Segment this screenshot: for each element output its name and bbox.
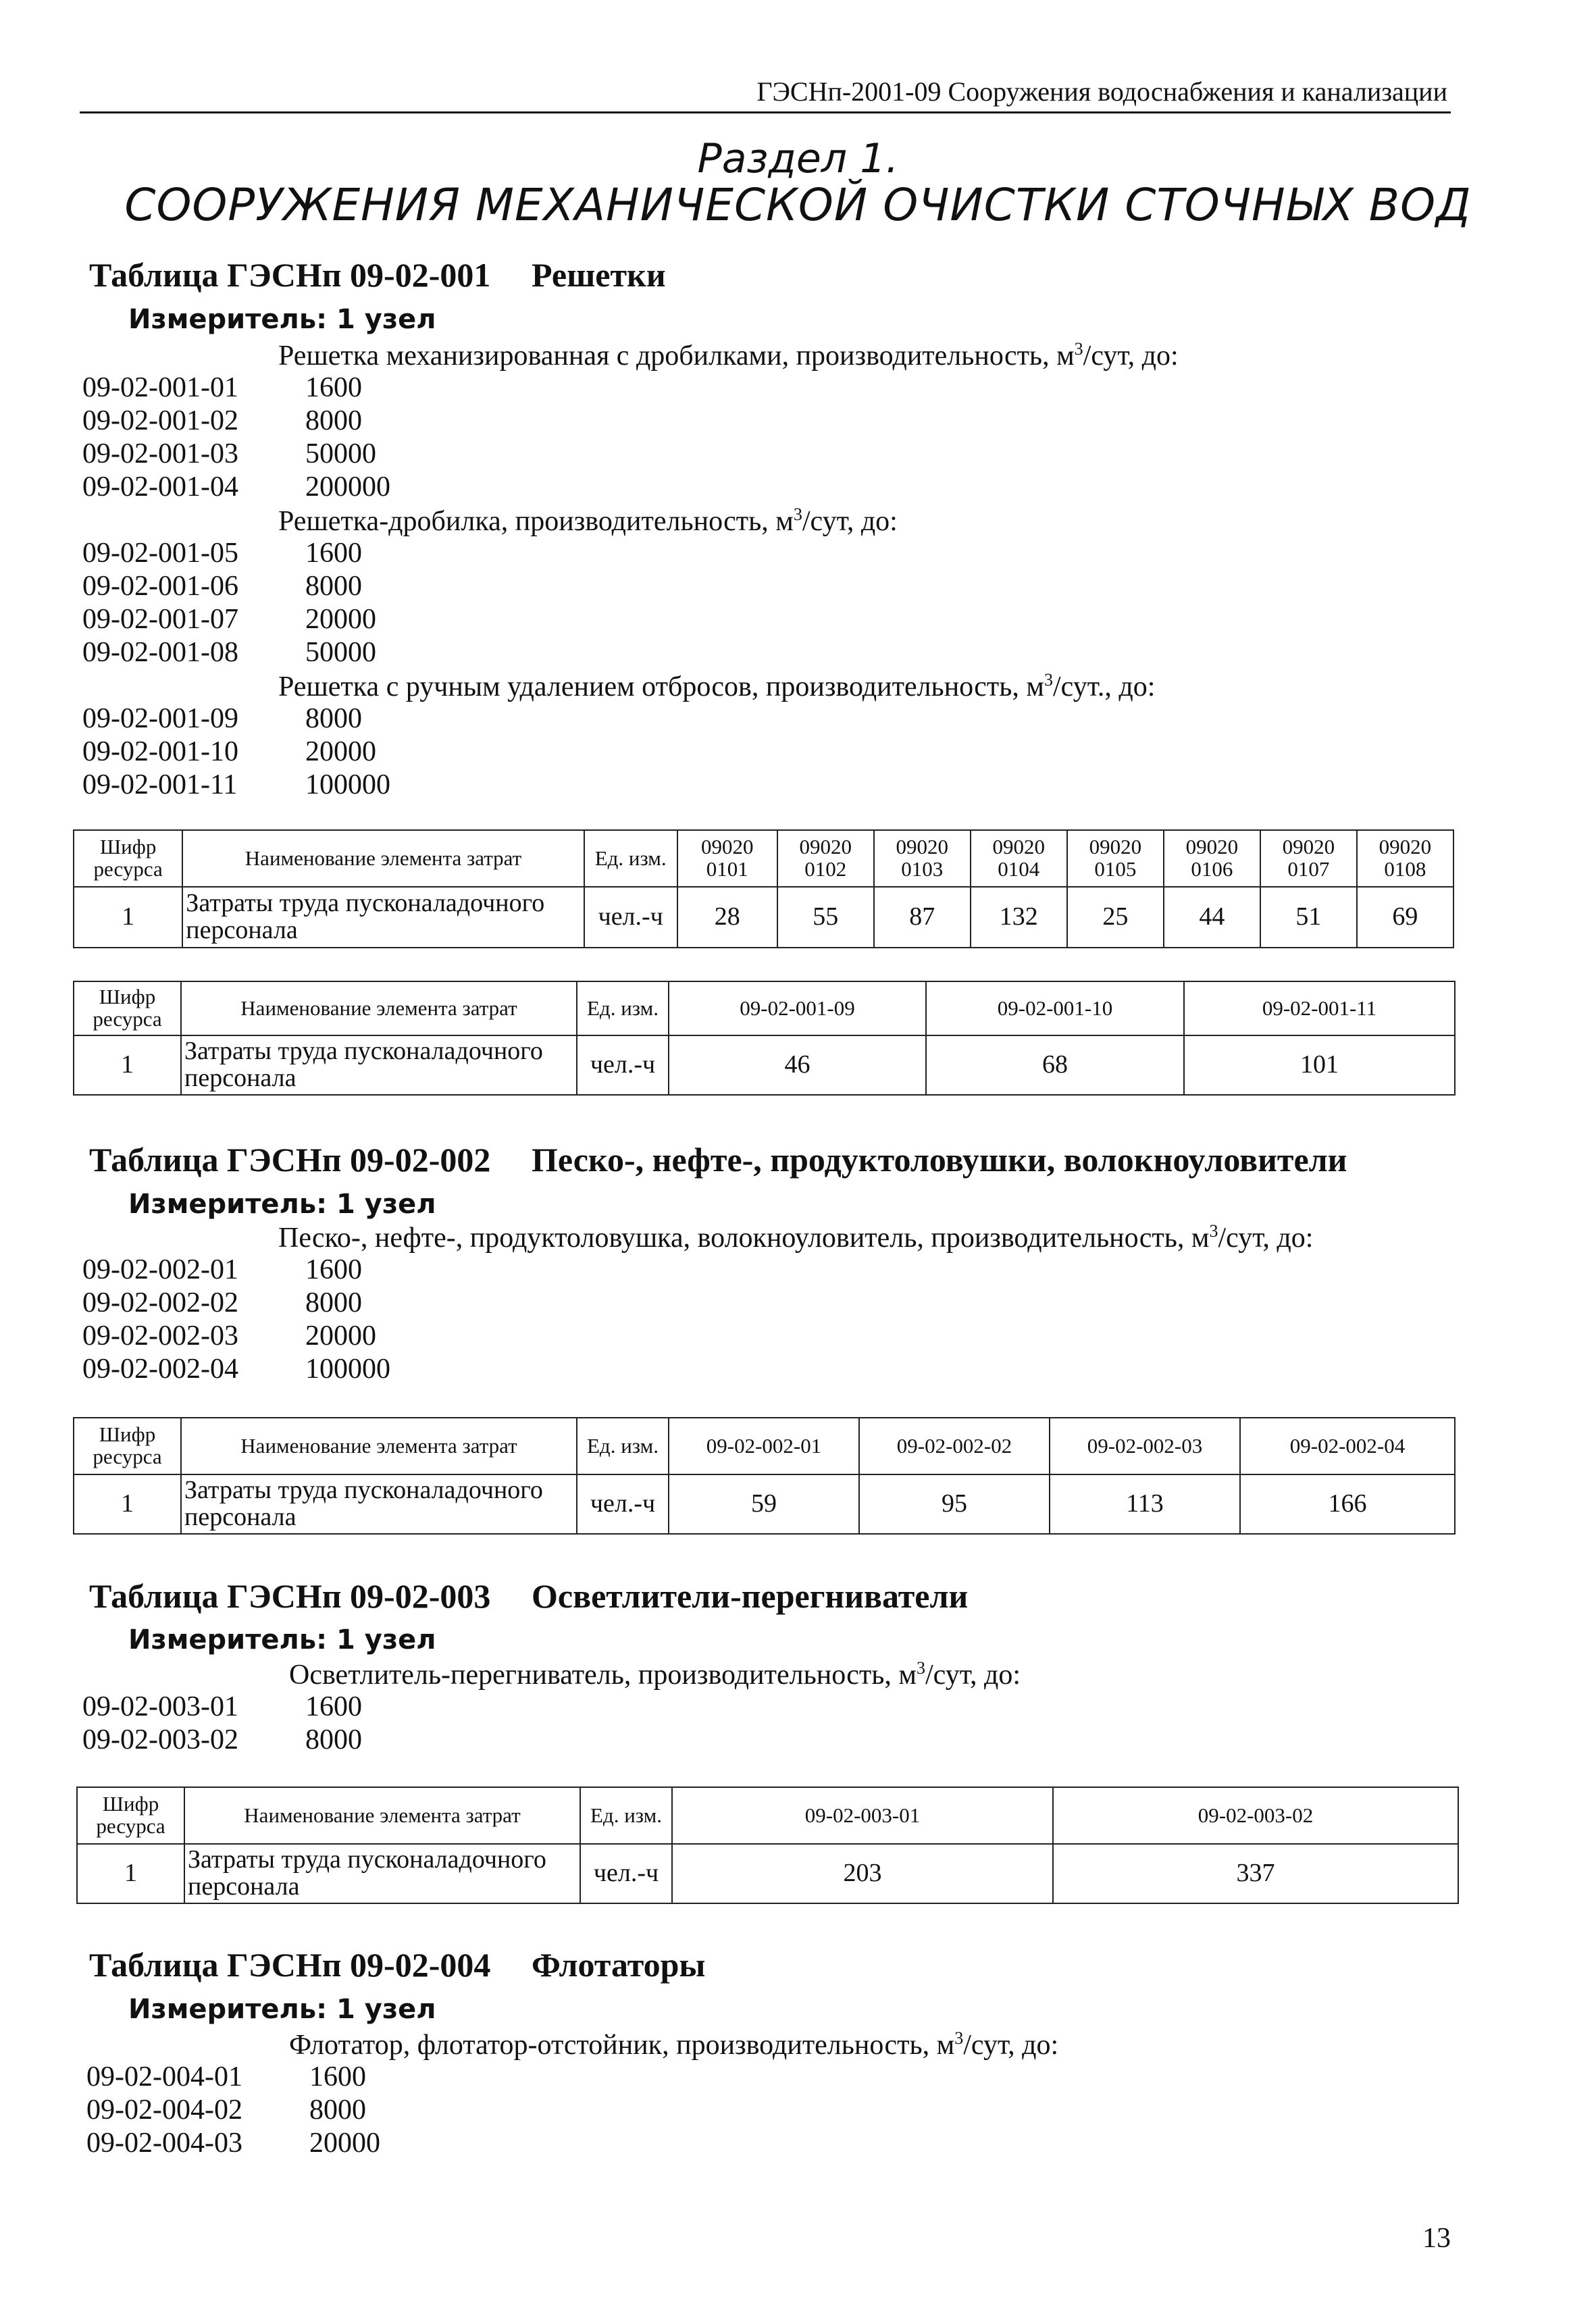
cell-unit: чел.-ч	[584, 887, 677, 948]
cell-value: 337	[1053, 1844, 1458, 1903]
col-header-unit: Ед. изм.	[584, 830, 677, 887]
group-description: Песко-, нефте-, продуктоловушка, волокноуловитель, производительность, $м^3$/сут, до:	[278, 1221, 1314, 1254]
list-item: 09-02-002-01 1600	[82, 1254, 362, 1285]
cell-value: 25	[1067, 887, 1164, 948]
list-item: 09-02-002-04 100000	[82, 1354, 390, 1385]
table-code: Таблица ГЭСНп 09-02-002	[89, 1141, 491, 1179]
measure-unit: Измеритель: 1 узел	[128, 304, 436, 335]
col-header-code: 09-02-003-02	[1053, 1787, 1458, 1844]
list-item: 09-02-001-04 200000	[82, 471, 390, 503]
col-header-code: 09-02-003-01	[672, 1787, 1053, 1844]
cell-value: 101	[1184, 1035, 1455, 1095]
cell-value: 44	[1164, 887, 1260, 948]
measure-unit: Измеритель: 1 узел	[128, 1994, 436, 2025]
list-item: 09-02-001-09 8000	[82, 703, 362, 734]
table-code: Таблица ГЭСНп 09-02-003	[89, 1577, 491, 1615]
col-header-cipher: Шифр ресурса	[77, 1787, 184, 1844]
cell-cipher: 1	[77, 1844, 184, 1903]
section-title: СООРУЖЕНИЯ МЕХАНИЧЕСКОЙ ОЧИСТКИ СТОЧНЫХ ВОД	[124, 179, 1472, 231]
cell-cipher: 1	[74, 1474, 181, 1534]
table-title: Осветлители-перегниватели	[532, 1577, 969, 1615]
item-list	[86, 2061, 380, 2160]
col-header-code: 09020 0103	[874, 830, 971, 887]
col-header-code: 09-02-001-11	[1184, 981, 1455, 1035]
table-row	[74, 1035, 1455, 1095]
cell-value: 46	[669, 1035, 926, 1095]
col-header-cipher: Шифр ресурса	[74, 1418, 181, 1474]
cell-value: 95	[859, 1474, 1050, 1534]
col-header-name: Наименование элемента затрат	[181, 1418, 577, 1474]
col-header-code: 09020 0107	[1260, 830, 1357, 887]
list-item: 09-02-001-03 50000	[82, 438, 376, 469]
col-header-code: 09020 0104	[971, 830, 1067, 887]
item-list	[82, 1691, 362, 1757]
list-item: 09-02-001-08 50000	[82, 637, 376, 668]
list-item: 09-02-002-03 20000	[82, 1320, 376, 1352]
col-header-code: 09020 0105	[1067, 830, 1164, 887]
list-item: 09-02-001-06 8000	[82, 571, 362, 602]
resource-table	[73, 1417, 1456, 1535]
resource-table	[73, 981, 1456, 1096]
col-header-code: 09020 0108	[1357, 830, 1453, 887]
list-item: 09-02-002-02 8000	[82, 1287, 362, 1318]
list-item: 09-02-001-05 1600	[82, 538, 362, 569]
cell-value: 69	[1357, 887, 1453, 948]
cell-value: 166	[1240, 1474, 1455, 1534]
col-header-name: Наименование элемента затрат	[182, 830, 584, 887]
cell-value: 113	[1050, 1474, 1240, 1534]
col-header-unit: Ед. изм.	[577, 1418, 669, 1474]
cell-cipher: 1	[74, 1035, 181, 1095]
cell-name: Затраты труда пусконаладочного персонала	[182, 887, 584, 948]
table-heading-09-02-002	[89, 1140, 1347, 1179]
cell-name: Затраты труда пусконаладочного персонала	[181, 1474, 577, 1534]
running-header: ГЭСНп-2001-09 Сооружения водоснабжения и канализации	[756, 76, 1447, 107]
col-header-code: 09-02-001-09	[669, 981, 926, 1035]
col-header-name: Наименование элемента затрат	[181, 981, 577, 1035]
table-heading-09-02-003	[89, 1576, 968, 1616]
table-heading-09-02-001	[89, 255, 666, 294]
col-header-code: 09-02-002-03	[1050, 1418, 1240, 1474]
cell-value: 203	[672, 1844, 1053, 1903]
cell-name: Затраты труда пусконаладочного персонала	[184, 1844, 580, 1903]
list-item: 09-02-001-01 1600	[82, 372, 362, 403]
measure-unit: Измеритель: 1 узел	[128, 1189, 436, 1220]
col-header-code: 09-02-002-02	[859, 1418, 1050, 1474]
cell-value: 87	[874, 887, 971, 948]
table-title: Флотаторы	[532, 1946, 706, 1984]
list-item: 09-02-004-02 8000	[86, 2094, 366, 2126]
table-code: Таблица ГЭСНп 09-02-001	[89, 256, 491, 294]
col-header-code: 09020 0101	[677, 830, 777, 887]
measure-unit: Измеритель: 1 узел	[128, 1624, 436, 1655]
table-row	[74, 1474, 1455, 1534]
group-description: Решетка с ручным удалением отбросов, производительность, $м^3$/сут., до:	[278, 670, 1156, 702]
resource-table	[73, 829, 1454, 948]
col-header-cipher: Шифр ресурса	[74, 830, 182, 887]
cell-value: 59	[669, 1474, 859, 1534]
section-number: Раздел 1.	[697, 135, 899, 182]
table-heading-09-02-004	[89, 1945, 705, 1984]
col-header-code: 09020 0106	[1164, 830, 1260, 887]
list-item: 09-02-003-02 8000	[82, 1724, 362, 1755]
cell-value: 55	[777, 887, 874, 948]
table-code: Таблица ГЭСНп 09-02-004	[89, 1946, 491, 1984]
group-description: Флотатор, флотатор-отстойник, производительность, $м^3$/сут, до:	[289, 2028, 1059, 2061]
table-title: Песко-, нефте-, продуктоловушки, волокноуловители	[532, 1141, 1347, 1179]
list-item: 09-02-001-10 20000	[82, 736, 376, 767]
cell-value: 51	[1260, 887, 1357, 948]
table-title: Решетки	[532, 256, 666, 294]
col-header-name: Наименование элемента затрат	[184, 1787, 580, 1844]
list-item: 09-02-003-01 1600	[82, 1691, 362, 1722]
item-list	[82, 1254, 390, 1386]
cell-unit: чел.-ч	[577, 1035, 669, 1095]
col-header-unit: Ед. изм.	[580, 1787, 672, 1844]
list-item: 09-02-004-01 1600	[86, 2061, 366, 2092]
item-list	[82, 702, 390, 802]
cell-value: 28	[677, 887, 777, 948]
col-header-code: 09-02-002-04	[1240, 1418, 1455, 1474]
cell-value: 132	[971, 887, 1067, 948]
col-header-unit: Ед. изм.	[577, 981, 669, 1035]
cell-unit: чел.-ч	[577, 1474, 669, 1534]
item-list	[82, 371, 390, 504]
list-item: 09-02-001-07 20000	[82, 604, 376, 635]
col-header-code: 09-02-002-01	[669, 1418, 859, 1474]
cell-unit: чел.-ч	[580, 1844, 672, 1903]
group-description: Осветлитель-перегниватель, производительность, $м^3$/сут, до:	[289, 1658, 1021, 1691]
list-item: 09-02-001-02 8000	[82, 405, 362, 436]
col-header-code: 09-02-001-10	[926, 981, 1184, 1035]
header-rule	[80, 111, 1451, 113]
cell-value: 68	[926, 1035, 1184, 1095]
page-number: 13	[1422, 2223, 1451, 2254]
cell-cipher: 1	[74, 887, 182, 948]
table-row	[74, 887, 1453, 948]
list-item: 09-02-004-03 20000	[86, 2128, 380, 2159]
group-description: Решетка механизированная с дробилками, производительность, $м^3$/сут, до:	[278, 339, 1179, 371]
cell-name: Затраты труда пусконаладочного персонала	[181, 1035, 577, 1095]
resource-table	[76, 1786, 1459, 1904]
item-list	[82, 537, 376, 669]
col-header-code: 09020 0102	[777, 830, 874, 887]
group-description: Решетка-дробилка, производительность, $м^3$/сут, до:	[278, 505, 898, 537]
col-header-cipher: Шифр ресурса	[74, 981, 181, 1035]
list-item: 09-02-001-11 100000	[82, 769, 390, 800]
table-row	[77, 1844, 1458, 1903]
